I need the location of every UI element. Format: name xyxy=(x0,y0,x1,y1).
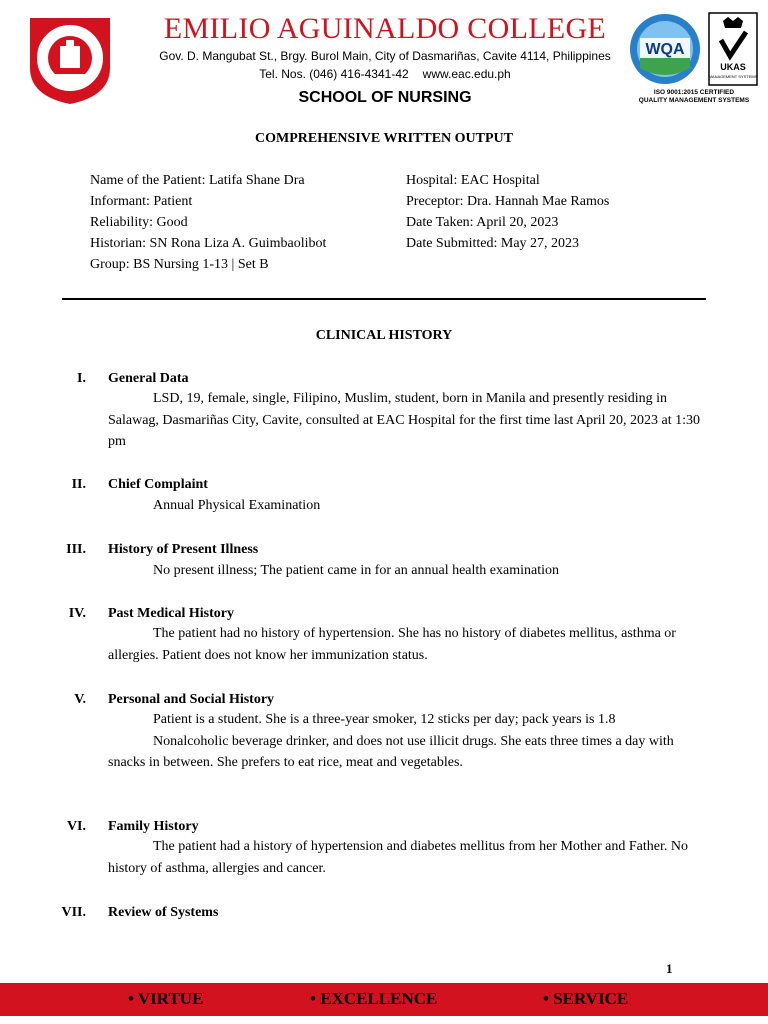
section-heading: Family History xyxy=(108,819,199,834)
section-paragraph: No present illness; The patient came in for an annual health examination xyxy=(153,563,559,578)
section-heading: Review of Systems xyxy=(108,905,219,920)
patient-info-left xyxy=(90,170,326,275)
group: Group: BS Nursing 1-13 | Set B xyxy=(90,257,269,272)
section-number: VII. xyxy=(61,905,86,920)
section-paragraph: LSD, 19, female, single, Filipino, Muslim, student, born in Manila and presently residing in Salawag, Dasmariñas City, Cavite, consulted at EAC Hospital for the first time last April 20, 2023 at 1:30 pm xyxy=(108,391,701,449)
section-heading: General Data xyxy=(108,371,189,386)
section-heading: Personal and Social History xyxy=(108,692,275,707)
preceptor: Preceptor: Dra. Hannah Mae Ramos xyxy=(406,194,610,209)
section-body xyxy=(108,560,704,582)
section-number: II. xyxy=(71,477,86,492)
iso-certification-text xyxy=(628,89,760,104)
section-body xyxy=(108,623,704,666)
patient-info-right xyxy=(406,170,609,254)
section-body xyxy=(108,836,704,879)
wqa-certification-logo xyxy=(628,12,702,86)
telephone-numbers: Tel. Nos. (046) 416-4341-42 xyxy=(259,67,409,81)
section-heading: Chief Complaint xyxy=(108,477,208,492)
section-paragraph: Patient is a student. She is a three-year smoker, 12 sticks per day; pack years is 1.8 xyxy=(153,712,616,727)
wqa-logo-text: WQA xyxy=(645,41,685,58)
school-name: SCHOOL OF NURSING xyxy=(298,89,472,106)
hospital: Hospital: EAC Hospital xyxy=(406,173,540,188)
horizontal-divider xyxy=(62,298,706,300)
college-contact xyxy=(140,66,630,82)
footer-bar xyxy=(0,983,768,1016)
ukas-certification-logo xyxy=(708,12,758,86)
footer-excellence: • EXCELLENCE xyxy=(310,989,438,1008)
ukas-logo-text: UKAS xyxy=(720,62,746,72)
section-heading: History of Present Illness xyxy=(108,542,259,557)
college-address: Gov. D. Mangubat St., Brgy. Burol Main, City of Dasmariñas, Cavite 4114, Philippines xyxy=(159,49,611,63)
section-paragraph: The patient had no history of hypertension. She has no history of diabetes mellitus, asthma or allergies. Patient does not know her immunization status. xyxy=(108,626,676,663)
clinical-history-title: CLINICAL HISTORY xyxy=(315,328,453,343)
college-name: EMILIO AGUINALDO COLLEGE xyxy=(163,12,607,45)
section-body xyxy=(108,495,704,517)
section-heading: Past Medical History xyxy=(108,606,234,621)
section-number: III. xyxy=(66,542,86,557)
section-body xyxy=(108,709,704,774)
reliability: Reliability: Good xyxy=(90,215,188,230)
iso-line-1: ISO 9001:2015 CERTIFIED xyxy=(653,89,735,96)
page-number: 1 xyxy=(666,961,673,976)
section-body xyxy=(108,388,704,453)
section-number: IV. xyxy=(68,606,86,621)
section-number: V. xyxy=(74,692,86,707)
iso-line-2: QUALITY MANAGEMENT SYSTEMS xyxy=(638,96,750,104)
informant: Informant: Patient xyxy=(90,194,193,209)
section-number: VI. xyxy=(66,819,86,834)
historian: Historian: SN Rona Liza A. Guimbaolibot xyxy=(90,236,327,251)
section-number: I. xyxy=(77,371,86,386)
website-link[interactable]: www.eac.edu.ph xyxy=(422,67,511,81)
patient-name: Name of the Patient: Latifa Shane Dra xyxy=(90,173,305,188)
document-title: COMPREHENSIVE WRITTEN OUTPUT xyxy=(254,131,513,146)
section-paragraph: Nonalcoholic beverage drinker, and does not use illicit drugs. She eats three times a day with snacks in between. She prefers to eat rice, meat and vegetables. xyxy=(108,733,674,770)
college-seal-logo xyxy=(22,10,118,106)
date-submitted: Date Submitted: May 27, 2023 xyxy=(406,236,580,251)
section-paragraph: Annual Physical Examination xyxy=(153,498,321,513)
footer-virtue: • VIRTUE xyxy=(128,989,204,1008)
ukas-logo-subtext: MANAGEMENT SYSTEMS xyxy=(708,74,758,79)
footer-service: • SERVICE xyxy=(543,989,629,1008)
section-paragraph: The patient had a history of hypertension and diabetes mellitus from her Mother and Father. No history of asthma, allergies and cancer. xyxy=(108,839,688,876)
date-taken: Date Taken: April 20, 2023 xyxy=(406,215,559,230)
